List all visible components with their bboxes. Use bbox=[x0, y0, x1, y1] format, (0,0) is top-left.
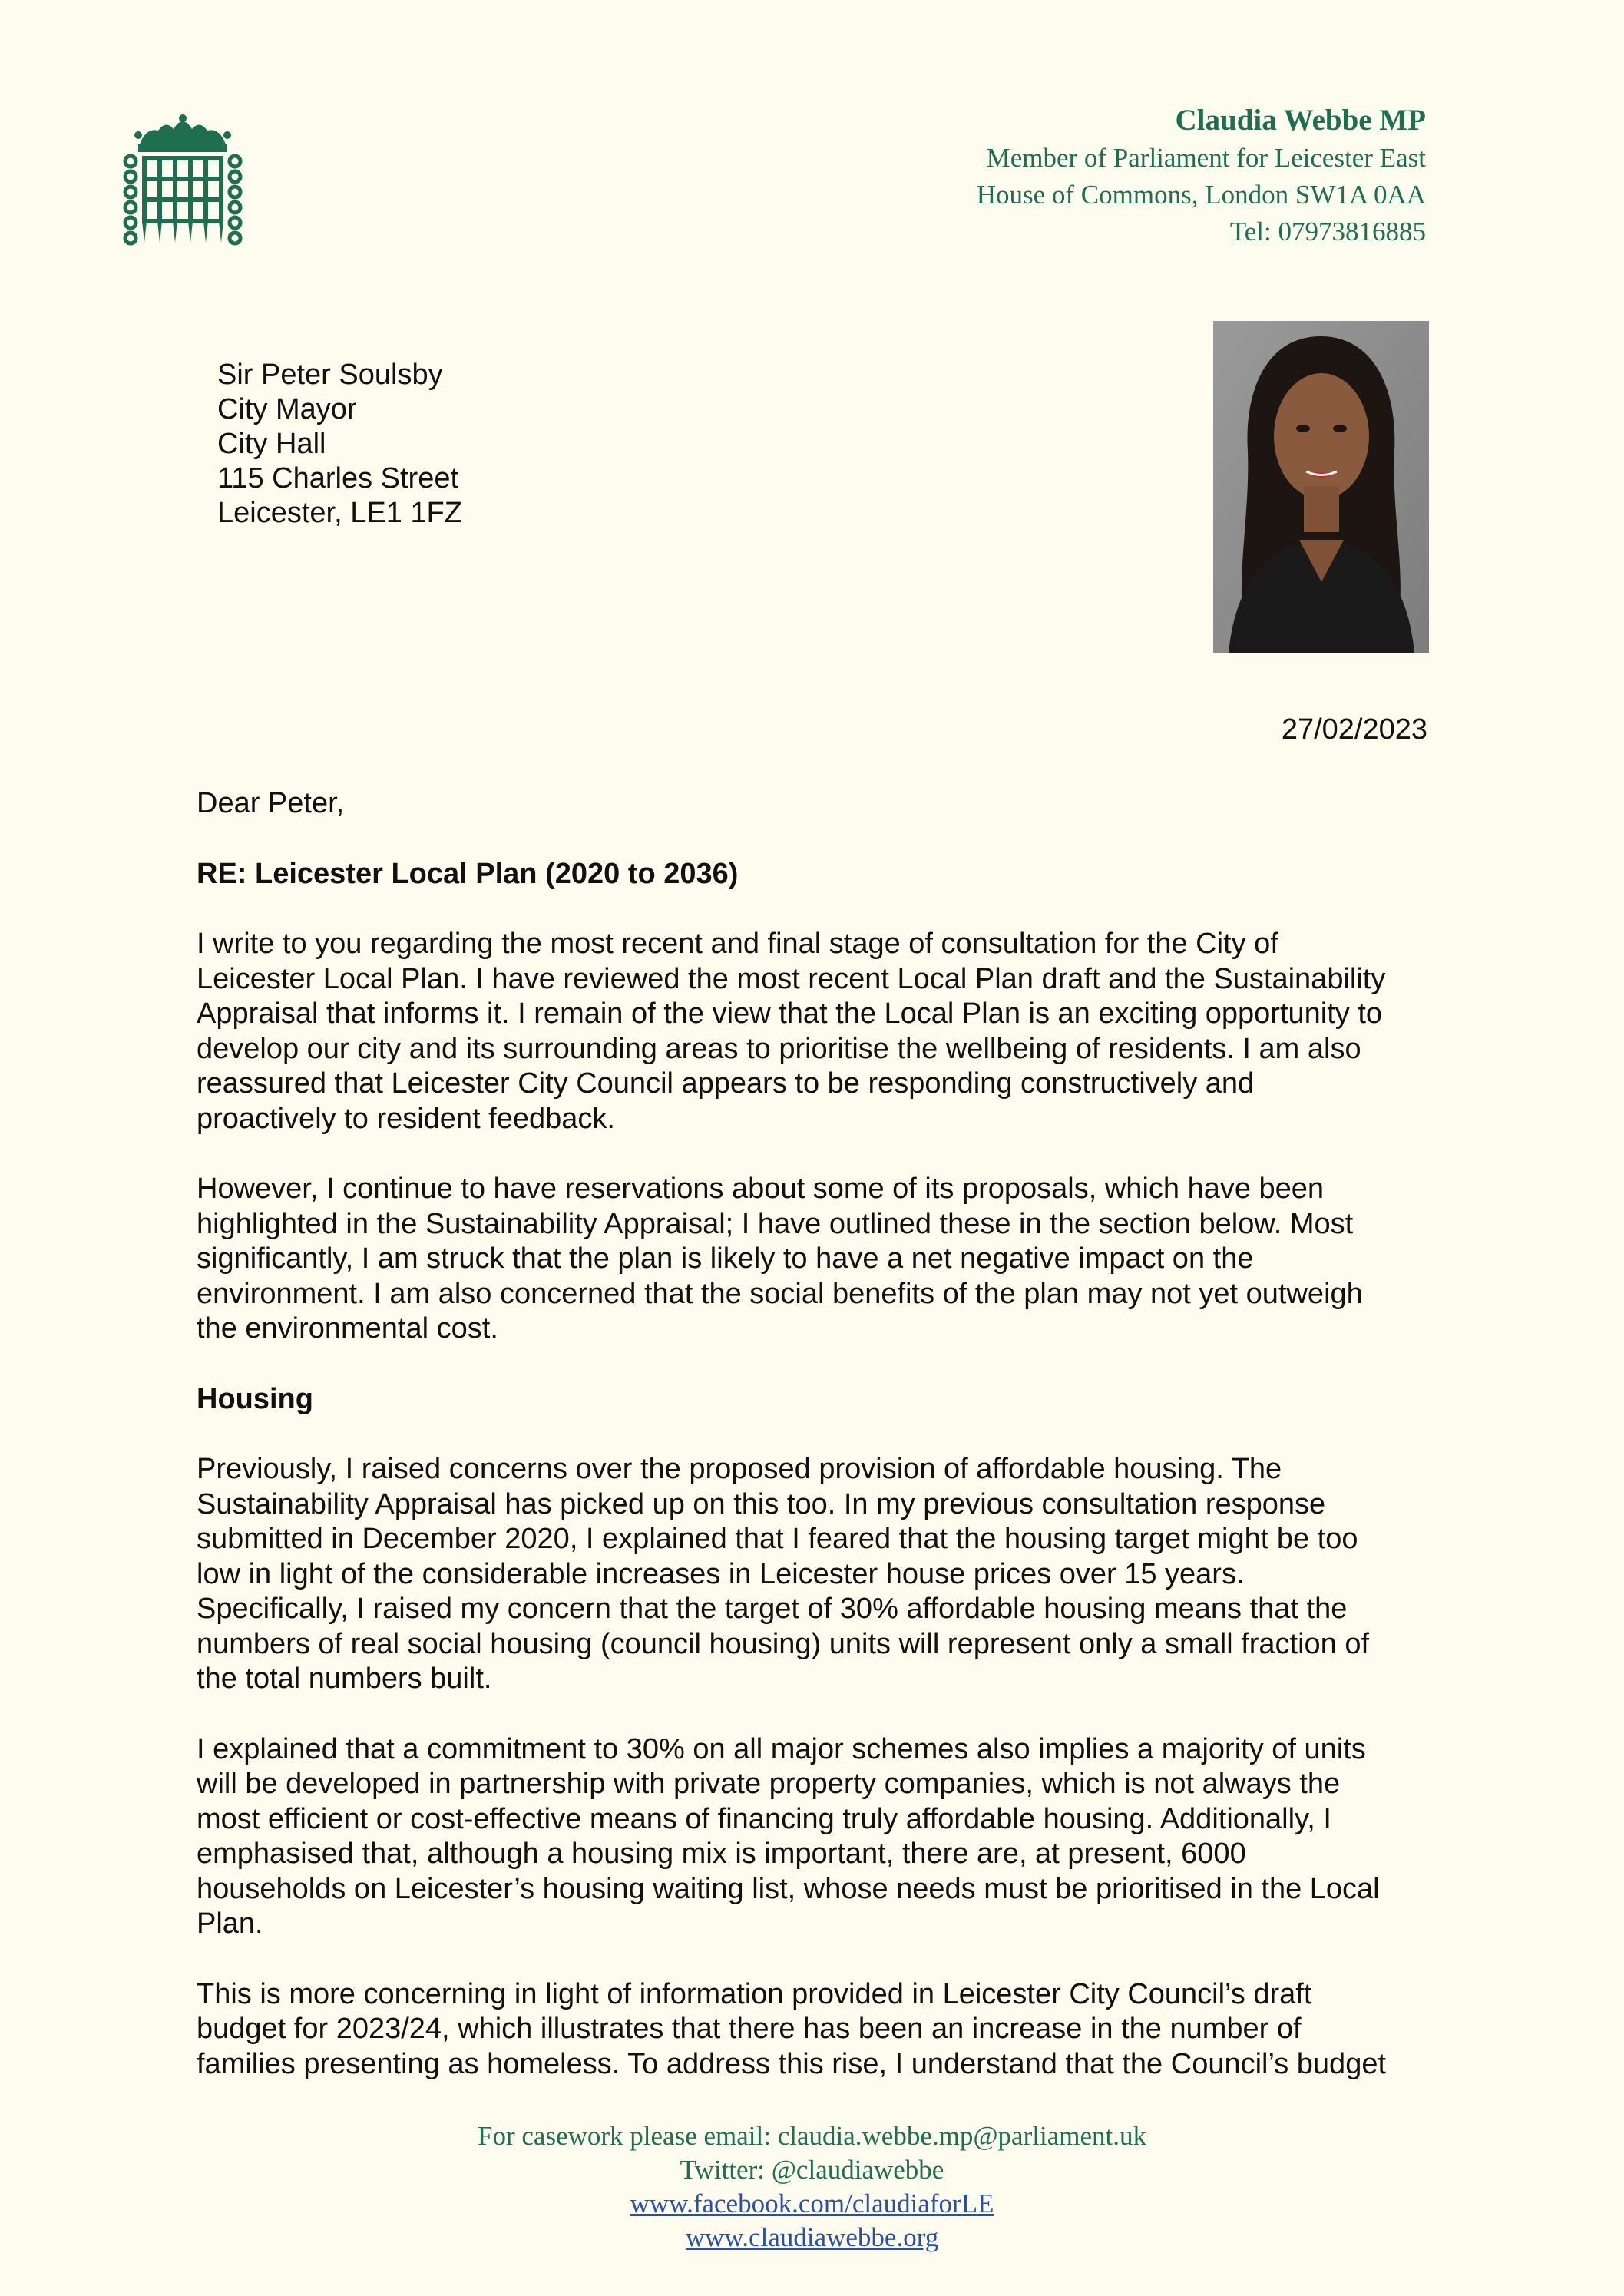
twitter-handle: Twitter: @claudiawebbe bbox=[680, 2155, 944, 2185]
paragraph-line: significantly, I am struck that the plan is likely to have a net negative impact on the bbox=[197, 1242, 1254, 1275]
mp-telephone: Tel: 07973816885 bbox=[1229, 217, 1426, 246]
paragraph-line: households on Leicester’s housing waiting list, whose needs must be prioritised in the Local bbox=[197, 1872, 1380, 1905]
recipient-building: City Hall bbox=[217, 428, 326, 460]
facebook-link[interactable]: www.facebook.com/claudiaforLE bbox=[630, 2188, 994, 2218]
recipient-name: Sir Peter Soulsby bbox=[217, 359, 443, 391]
paragraph-line: I write to you regarding the most recent and final stage of consultation for the City of bbox=[197, 928, 1278, 960]
paragraph-line: reassured that Leicester City Council appears to be responding constructively and bbox=[197, 1067, 1255, 1100]
paragraph-line: environment. I am also concerned that the social benefits of the plan may not yet outweigh bbox=[197, 1277, 1363, 1310]
paragraph-affordable-housing bbox=[197, 1452, 1440, 1697]
paragraph-line: budget for 2023/24, which illustrates that there has been an increase in the number of bbox=[197, 2013, 1302, 2045]
paragraph-line: Sustainability Appraisal has picked up on this too. In my previous consultation response bbox=[197, 1487, 1326, 1520]
letterhead bbox=[977, 101, 1426, 250]
recipient-street: 115 Charles Street bbox=[217, 462, 459, 495]
paragraph-line: I explained that a commitment to 30% on all major schemes also implies a majority of units bbox=[197, 1732, 1366, 1765]
mp-constituency: Member of Parliament for Leicester East bbox=[986, 143, 1426, 173]
paragraph-line: However, I continue to have reservations about some of its proposals, which have been bbox=[197, 1173, 1325, 1205]
paragraph-line: will be developed in partnership with private property companies, which is not always the bbox=[197, 1768, 1341, 1800]
paragraph-homelessness bbox=[197, 1977, 1440, 2083]
mp-office-address: House of Commons, London SW1A 0AA bbox=[976, 180, 1426, 210]
paragraph-line: most efficient or cost-effective means of financing truly affordable housing. Additionally, I bbox=[197, 1802, 1331, 1835]
recipient-title: City Mayor bbox=[217, 393, 357, 425]
mp-portrait-photo bbox=[1213, 321, 1429, 653]
paragraph-line: the total numbers built. bbox=[197, 1662, 492, 1695]
paragraph-line: develop our city and its surrounding areas to prioritise the wellbeing of residents. I am also bbox=[197, 1032, 1361, 1065]
paragraph-line: highlighted in the Sustainability Appraisal; I have outlined these in the section below. Most bbox=[197, 1207, 1354, 1240]
casework-email-line: For casework please email: claudia.webbe.mp@parliament.uk bbox=[478, 2121, 1146, 2151]
paragraph-line: low in light of the considerable increases in Leicester house prices over 15 years. bbox=[197, 1557, 1245, 1590]
paragraph-line: Plan. bbox=[197, 1907, 263, 1940]
paragraph-line: emphasised that, although a housing mix is important, there are, at present, 6000 bbox=[197, 1838, 1246, 1870]
paragraph-line: Leicester Local Plan. I have reviewed the most recent Local Plan draft and the Sustainability bbox=[197, 962, 1386, 995]
letter-date: 27/02/2023 bbox=[1281, 713, 1427, 746]
paragraph-introduction bbox=[197, 927, 1440, 1136]
subject-line: RE: Leicester Local Plan (2020 to 2036) bbox=[197, 857, 739, 890]
paragraph-line: submitted in December 2020, I explained that I feared that the housing target might be too bbox=[197, 1523, 1358, 1555]
portcullis-icon bbox=[123, 114, 243, 248]
salutation: Dear Peter, bbox=[197, 787, 345, 819]
paragraph-line: Specifically, I raised my concern that the target of 30% affordable housing means that the bbox=[197, 1593, 1348, 1625]
section-heading-housing: Housing bbox=[197, 1382, 313, 1415]
website-link[interactable]: www.claudiawebbe.org bbox=[685, 2222, 939, 2252]
mp-name: Claudia Webbe MP bbox=[1175, 104, 1426, 137]
letter-body bbox=[197, 786, 1440, 2117]
paragraph-reservations bbox=[197, 1172, 1440, 1347]
paragraph-line: numbers of real social housing (council housing) units will represent only a small fraction of bbox=[197, 1627, 1370, 1660]
recipient-address bbox=[217, 358, 462, 531]
recipient-city-postcode: Leicester, LE1 1FZ bbox=[217, 497, 462, 529]
paragraph-line: Appraisal that informs it. I remain of the view that the Local Plan is an exciting opportunity to bbox=[197, 997, 1383, 1030]
paragraph-line: proactively to resident feedback. bbox=[197, 1102, 615, 1135]
paragraph-major-schemes bbox=[197, 1732, 1440, 1942]
paragraph-line: This is more concerning in light of information provided in Leicester City Council’s draft bbox=[197, 1977, 1312, 2010]
paragraph-line: the environmental cost. bbox=[197, 1312, 498, 1345]
paragraph-line: Previously, I raised concerns over the proposed provision of affordable housing. The bbox=[197, 1453, 1282, 1485]
paragraph-line: families presenting as homeless. To address this rise, I understand that the Council’s budget bbox=[197, 2047, 1387, 2080]
letter-footer bbox=[0, 2119, 1624, 2255]
